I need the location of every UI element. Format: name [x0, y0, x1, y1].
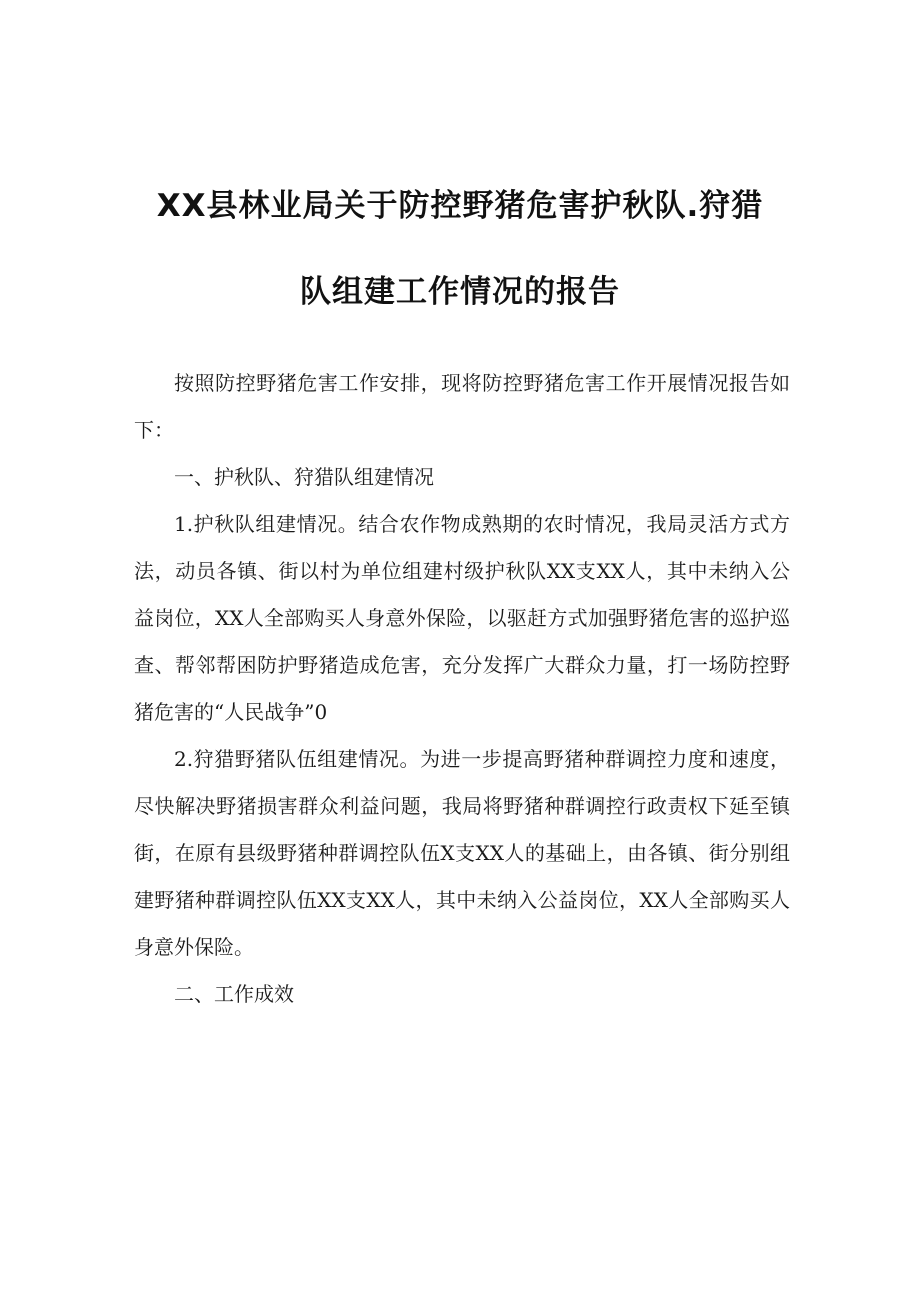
- intro-paragraph: 按照防控野猪危害工作安排，现将防控野猪危害工作开展情况报告如下：: [134, 371, 790, 442]
- document-title-line-2: 队组建工作情况的报告: [300, 274, 620, 310]
- paragraph-1: 1.护秋队组建情况。结合农作物成熟期的农时情况，我局灵活方式方法，动员各镇、街以村为单位组建村级护秋队XX支XX人，其中未纳入公益岗位，XX人全部购买人身意外保险，以驱赶方式加强野猪危害的巡护巡查、帮邻帮困防护野猪造成危害，充分发挥广大群众力量，打一场防控野猪危害的“人民战争”0: [134, 512, 790, 724]
- paragraph-2: 2.狩猎野猪队伍组建情况。为进一步提高野猪种群调控力度和速度，尽快解决野猪损害群众利益问题，我局将野猪种群调控行政责权下延至镇街，在原有县级野猪种群调控队伍X支XX人的基础上，由各镇、街分别组建野猪种群调控队伍XX支XX人，其中未纳入公益岗位，XX人全部购买人身意外保险。: [134, 747, 790, 959]
- document-title-line-1: XX县林业局关于防控野猪危害护秋队.狩猎: [156, 188, 764, 224]
- section-2-heading: 二、工作成效: [174, 982, 294, 1006]
- document-body: [134, 360, 790, 1018]
- section-1-heading: 一、护秋队、狩猎队组建情况: [174, 465, 434, 489]
